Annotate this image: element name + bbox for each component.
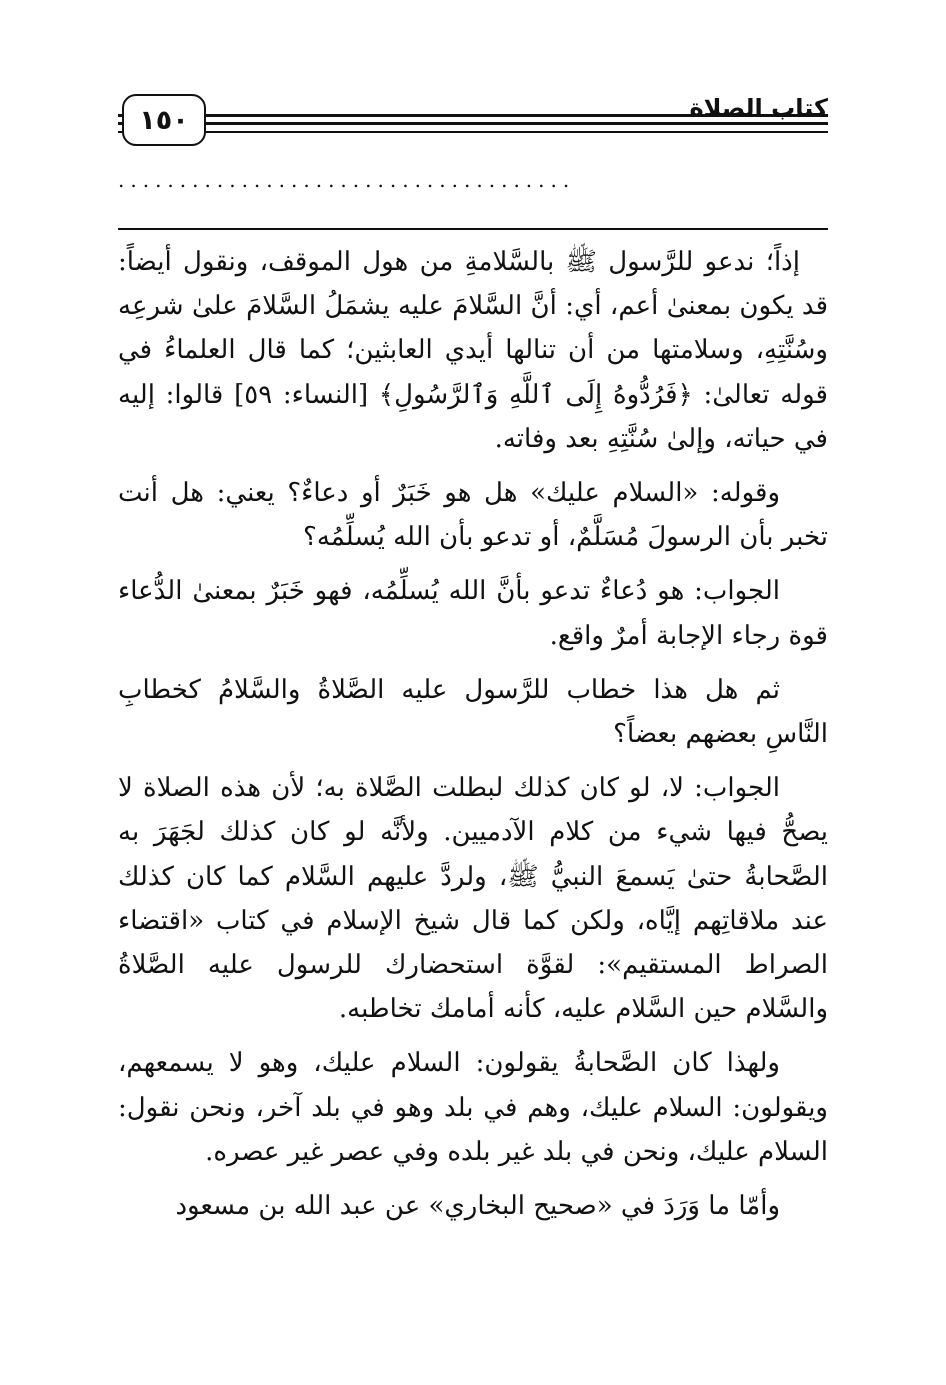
paragraph: وأمّا ما وَرَدَ في «صحيح البخاري» عن عبد الله بن مسعود <box>175 1191 780 1222</box>
main-text <box>118 240 828 1238</box>
paragraph: إذاً؛ ندعو للرَّسول ﷺ بالسَّلامةِ من هول الموقف، ونقول أيضاً: قد يكون بمعنىٰ أعم، أي: أنَّ السَّلامَ عليه يشمَلُ السَّلامَ علىٰ شرعِه وسُنَّتِهِ، وسلامتها من أن تنالها أيدي العابثين؛ كما قال العلماءُ في قوله تعالىٰ: ﴿فَرُدُّوهُ إِلَى ٱللَّهِ وَٱلرَّسُولِ﴾ [النساء: ٥٩] قالوا: إليه في حياته، وإلىٰ سُنَّتِهِ بعد وفاته. <box>118 247 828 454</box>
paragraph: الجواب: لا، لو كان كذلك لبطلت الصَّلاة به؛ لأن هذه الصلاة لا يصحُّ فيها شيء من كلام الآدميين. ولأنَّه لو كان كذلك لجَهَرَ به الصَّحابةُ حتىٰ يَسمعَ النبيُّ ﷺ، ولردَّ عليهم السَّلام كما كان كذلك عند ملاقاتِهم إيَّاه، ولكن كما قال شيخ الإسلام في كتاب «اقتضاء الصراط المستقيم»: لقوَّة استحضارك للرسول عليه الصَّلاةُ والسَّلام حين السَّلام عليه، كأنه أمامك تخاطبه. <box>118 773 828 1025</box>
page-number-box <box>122 94 206 146</box>
book-title: كتاب الصلاة <box>689 94 828 122</box>
header-rule-middle <box>118 122 828 125</box>
paragraph: ولهذا كان الصَّحابةُ يقولون: السلام عليك، وهو لا يسمعهم، ويقولون: السلام عليك، وهم في بلد وهو في بلد آخر، ونحن نقول: السلام عليك، ونحن في بلد غير بلده وفي عصر غير عصره. <box>118 1048 828 1167</box>
paragraph: وقوله: «السلام عليك» هل هو خَبَرٌ أو دعاءٌ؟ يعني: هل أنت تخبر بأن الرسولَ مُسَلَّمٌ، أو تدعو بأن الله يُسلِّمُه؟ <box>118 478 828 553</box>
paragraph: الجواب: هو دُعاءٌ تدعو بأنَّ الله يُسلِّمُه، فهو خَبَرٌ بمعنىٰ الدُّعاء قوة رجاء الإجابة أمرٌ واقع. <box>118 576 828 651</box>
dotted-separator: ..................................... <box>118 168 576 192</box>
page-number: ١٥٠ <box>139 104 189 136</box>
paragraph: ثم هل هذا خطاب للرَّسول عليه الصَّلاةُ والسَّلامُ كخطابِ النَّاسِ بعضهم بعضاً؟ <box>118 674 828 750</box>
footnote-divider <box>118 228 828 230</box>
header-rule-bottom <box>118 131 828 133</box>
page-header <box>118 92 828 148</box>
